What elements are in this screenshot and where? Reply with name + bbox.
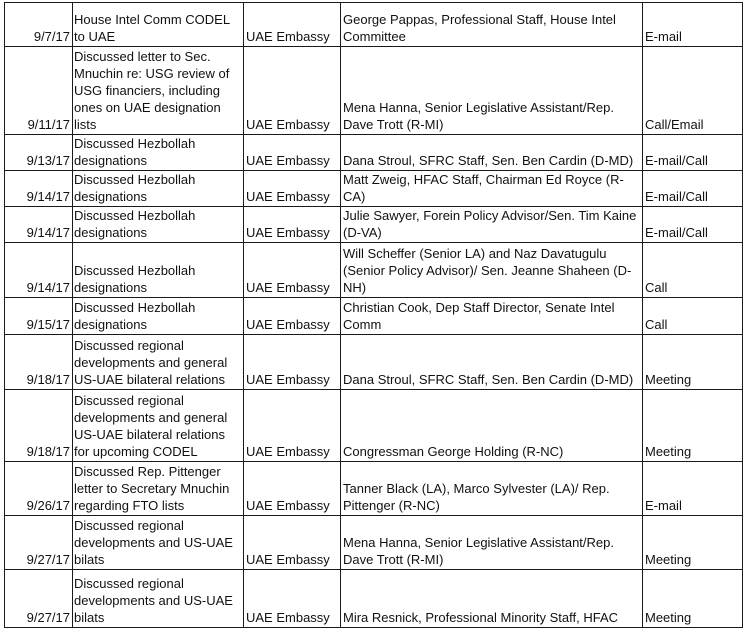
topic-cell: Discussed regional developments and US-UAE bilats [73, 569, 244, 627]
client-cell: UAE Embassy [244, 515, 341, 569]
method-cell: E-mail/Call [643, 171, 743, 207]
method-cell: Meeting [643, 389, 743, 461]
method-cell: Meeting [643, 569, 743, 627]
method-cell: Call [643, 298, 743, 335]
date-cell: 9/13/17 [5, 135, 73, 171]
contact-cell: Tanner Black (LA), Marco Sylvester (LA)/ Rep. Pittenger (R-NC) [341, 461, 643, 515]
table-row [5, 171, 743, 207]
method-cell: E-mail [643, 3, 743, 47]
client-cell: UAE Embassy [244, 298, 341, 335]
contact-cell: Will Scheffer (Senior LA) and Naz Davatugulu (Senior Policy Advisor)/ Sen. Jeanne Shaheen (D-NH) [341, 243, 643, 298]
client-cell: UAE Embassy [244, 3, 341, 47]
table-row [5, 207, 743, 243]
contact-cell: Mena Hanna, Senior Legislative Assistant/Rep. Dave Trott (R-MI) [341, 47, 643, 135]
table-row [5, 335, 743, 389]
contact-cell: George Pappas, Professional Staff, House Intel Committee [341, 3, 643, 47]
contact-cell: Christian Cook, Dep Staff Director, Senate Intel Comm [341, 298, 643, 335]
topic-cell: House Intel Comm CODEL to UAE [73, 3, 244, 47]
contact-log-table [4, 2, 743, 628]
method-cell: E-mail/Call [643, 207, 743, 243]
method-cell: E-mail [643, 461, 743, 515]
date-cell: 9/14/17 [5, 171, 73, 207]
date-cell: 9/7/17 [5, 3, 73, 47]
client-cell: UAE Embassy [244, 389, 341, 461]
topic-cell: Discussed Hezbollah designations [73, 135, 244, 171]
client-cell: UAE Embassy [244, 335, 341, 389]
table-row [5, 389, 743, 461]
topic-cell: Discussed regional developments and US-UAE bilats [73, 515, 244, 569]
client-cell: UAE Embassy [244, 569, 341, 627]
topic-cell: Discussed letter to Sec. Mnuchin re: USG review of USG financiers, including ones on UAE designation lists [73, 47, 244, 135]
client-cell: UAE Embassy [244, 47, 341, 135]
contact-cell: Dana Stroul, SFRC Staff, Sen. Ben Cardin (D-MD) [341, 335, 643, 389]
topic-cell: Discussed Hezbollah designations [73, 298, 244, 335]
table-row [5, 569, 743, 627]
topic-cell: Discussed regional developments and general US-UAE bilateral relations [73, 335, 244, 389]
date-cell: 9/11/17 [5, 47, 73, 135]
table-row [5, 298, 743, 335]
table-row [5, 135, 743, 171]
method-cell: Call/Email [643, 47, 743, 135]
date-cell: 9/14/17 [5, 243, 73, 298]
client-cell: UAE Embassy [244, 461, 341, 515]
contact-cell: Matt Zweig, HFAC Staff, Chairman Ed Royce (R-CA) [341, 171, 643, 207]
topic-cell: Discussed regional developments and general US-UAE bilateral relations for upcoming CODEL [73, 389, 244, 461]
date-cell: 9/15/17 [5, 298, 73, 335]
date-cell: 9/26/17 [5, 461, 73, 515]
contact-cell: Mena Hanna, Senior Legislative Assistant/Rep. Dave Trott (R-MI) [341, 515, 643, 569]
topic-cell: Discussed Hezbollah designations [73, 207, 244, 243]
date-cell: 9/27/17 [5, 569, 73, 627]
contact-cell: Congressman George Holding (R-NC) [341, 389, 643, 461]
date-cell: 9/14/17 [5, 207, 73, 243]
client-cell: UAE Embassy [244, 207, 341, 243]
table-row [5, 243, 743, 298]
table-row [5, 3, 743, 47]
topic-cell: Discussed Rep. Pittenger letter to Secretary Mnuchin regarding FTO lists [73, 461, 244, 515]
contact-cell: Julie Sawyer, Forein Policy Advisor/Sen. Tim Kaine (D-VA) [341, 207, 643, 243]
date-cell: 9/27/17 [5, 515, 73, 569]
client-cell: UAE Embassy [244, 243, 341, 298]
table-row [5, 461, 743, 515]
date-cell: 9/18/17 [5, 335, 73, 389]
date-cell: 9/18/17 [5, 389, 73, 461]
method-cell: Meeting [643, 515, 743, 569]
contact-cell: Mira Resnick, Professional Minority Staff, HFAC [341, 569, 643, 627]
client-cell: UAE Embassy [244, 171, 341, 207]
method-cell: Call [643, 243, 743, 298]
contact-cell: Dana Stroul, SFRC Staff, Sen. Ben Cardin (D-MD) [341, 135, 643, 171]
method-cell: E-mail/Call [643, 135, 743, 171]
client-cell: UAE Embassy [244, 135, 341, 171]
table-row [5, 47, 743, 135]
table-row [5, 515, 743, 569]
method-cell: Meeting [643, 335, 743, 389]
topic-cell: Discussed Hezbollah designations [73, 171, 244, 207]
topic-cell: Discussed Hezbollah designations [73, 243, 244, 298]
